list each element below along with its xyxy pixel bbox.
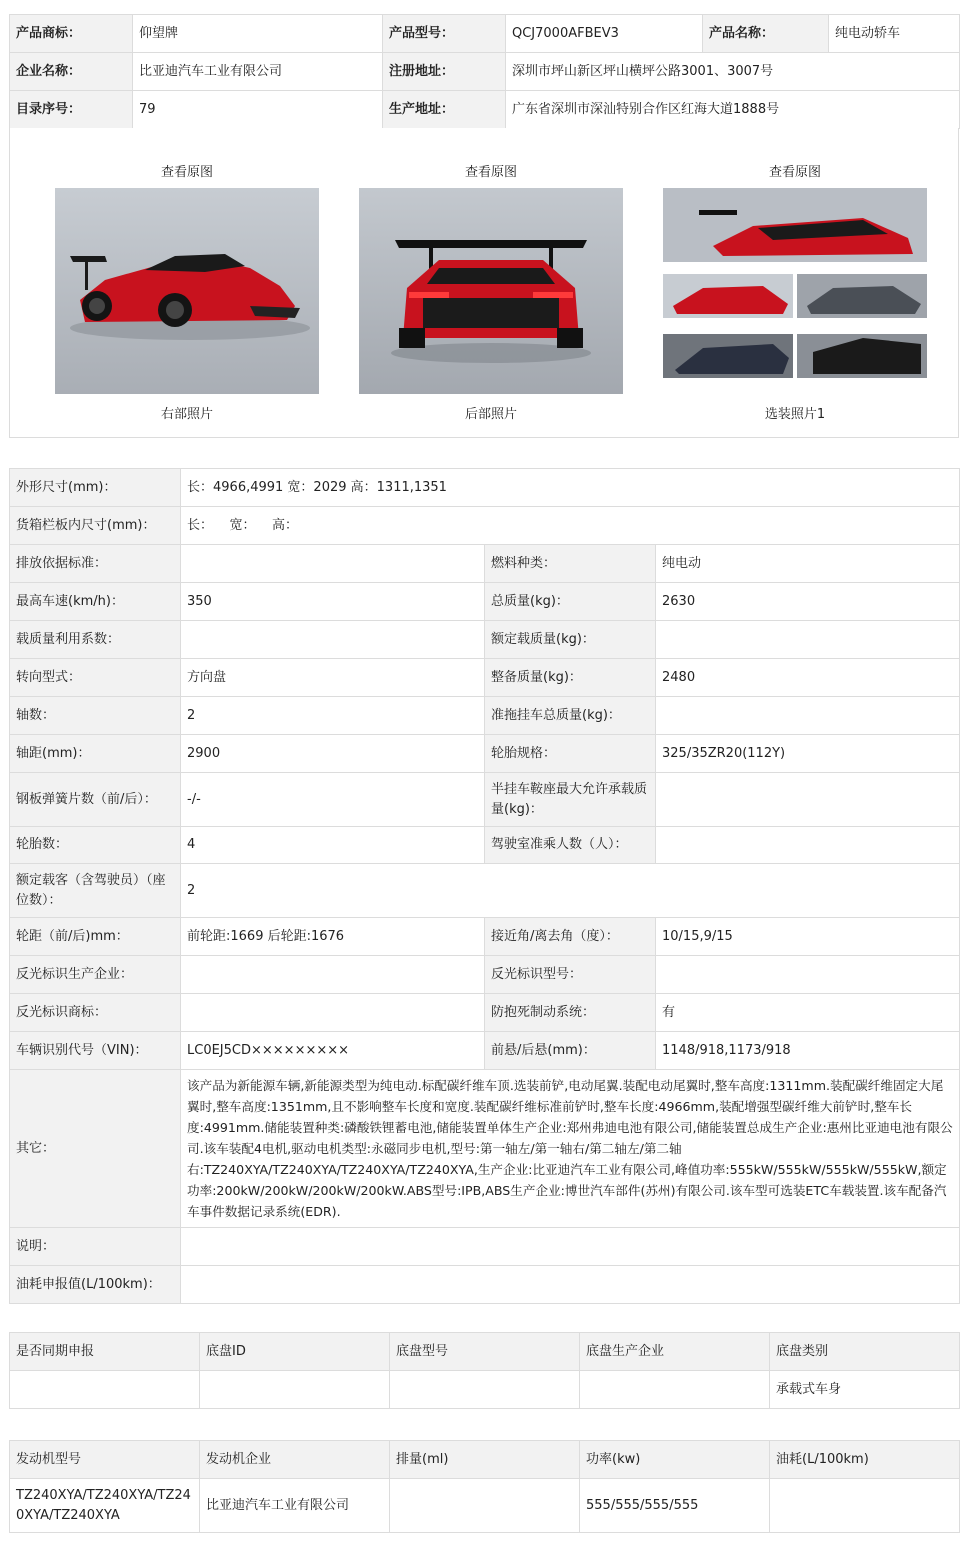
photo-caption: 后部照片 [464,407,517,422]
photo-caption: 选装照片1 [764,407,826,422]
table-row [10,827,960,864]
fuel-consumption-value [181,1266,960,1304]
reflector-maker-value [181,956,485,994]
trailer-value [656,697,960,735]
fuel-value: 纯电动 [656,545,960,583]
emission-label: 排放依据标准： [10,545,181,583]
company-label: 企业名称： [10,53,133,91]
curb-value: 2480 [656,659,960,697]
emission-value [181,545,485,583]
angle-value: 10/15,9/15 [656,918,960,956]
reflector-brand-value [181,994,485,1032]
table-cell: 比亚迪汽车工业有限公司 [200,1479,390,1533]
table-row [10,697,960,735]
tires-value: 4 [181,827,485,864]
reflector-model-label: 反光标识型号： [485,956,656,994]
table-header-row [10,1333,960,1371]
table-cell: 555/555/555/555 [580,1479,770,1533]
production-address-label: 生产地址： [383,91,506,129]
reflector-maker-label: 反光标识生产企业： [10,956,181,994]
other-value: 该产品为新能源车辆,新能源类型为纯电动.标配碳纤维车顶.选装前铲,电动尾翼.装配电动尾翼时,整车高度:1311mm.装配碳纤维固定大尾翼时,整车高度:1351mm,且不影响整车长度和宽度.装配碳纤维标准前铲时,整车长度:4966mm,装配增强型碳纤维大前铲时,整车长度:4991mm.储能装置种类:磷酸铁锂蓄电池,储能装置单体生产企业:郑州弗迪电池有限公司,储能装置总成生产企业:惠州比亚迪电池有限公司.该车装配4电机,驱动电机类型:永磁同步电机,型号:第一轴左/第一轴右/第二轴左/第二轴右:TZ240XYA/TZ240XYA/TZ240XYA/TZ240XYA,生产企业:比亚迪汽车工业有限公司,峰值功率:555kW/555kW/555kW/555kW,额定功率:200kW/200kW/200kW/200kW.ABS型号:IPB,ABS生产企业:博世汽车部件(苏州)有限公司.该车型可选装ETC车载装置.该车配备汽车事件数据记录系统(EDR). [181,1070,960,1228]
table-row [10,545,960,583]
spring-value: -/- [181,773,485,827]
view-original-link[interactable]: 查看原图 [160,165,213,180]
view-original-link[interactable]: 查看原图 [768,165,821,180]
table-cell [580,1371,770,1409]
semi-label: 半挂车鞍座最大允许承载质量(kg)： [485,773,656,827]
load-coef-label: 载质量利用系数： [10,621,181,659]
option-collage-photo[interactable] [663,188,927,394]
column-header: 底盘生产企业 [580,1333,770,1371]
steering-value: 方向盘 [181,659,485,697]
model-label: 产品型号： [383,15,506,53]
fuel-consumption-label: 油耗申报值(L/100km)： [10,1266,181,1304]
steering-label: 转向型式： [10,659,181,697]
column-header: 排量(ml) [390,1441,580,1479]
axles-label: 轴数： [10,697,181,735]
table-row [10,994,960,1032]
catalog-value: 79 [133,91,383,129]
table-row [10,507,960,545]
car-side-photo[interactable] [55,188,319,394]
wheelbase-value: 2900 [181,735,485,773]
table-row [10,1228,960,1266]
cargo-label: 货箱栏板内尺寸(mm)： [10,507,181,545]
table-cell [200,1371,390,1409]
column-header: 功率(kw) [580,1441,770,1479]
product-name-label: 产品名称： [703,15,829,53]
table-cell [770,1479,960,1533]
abs-value: 有 [656,994,960,1032]
table-cell: 承载式车身 [770,1371,960,1409]
table-row [10,469,960,507]
table-row [10,1032,960,1070]
wheelbase-label: 轴距(mm)： [10,735,181,773]
overhang-value: 1148/918,1173/918 [656,1032,960,1070]
table-row [10,659,960,697]
table-row [10,956,960,994]
angle-label: 接近角/离去角（度）： [485,918,656,956]
column-header: 底盘ID [200,1333,390,1371]
axles-value: 2 [181,697,485,735]
speed-value: 350 [181,583,485,621]
photo-right [55,164,319,424]
table-header-row [10,1441,960,1479]
model-value: QCJ7000AFBEV3 [506,15,703,53]
speed-label: 最高车速(km/h)： [10,583,181,621]
spring-label: 钢板弹簧片数（前/后）： [10,773,181,827]
abs-label: 防抱死制动系统： [485,994,656,1032]
column-header: 发动机型号 [10,1441,200,1479]
table-cell: TZ240XYA/TZ240XYA/TZ240XYA/TZ240XYA [10,1479,200,1533]
table-row [10,15,960,53]
table-row [10,918,960,956]
tire-spec-label: 轮胎规格： [485,735,656,773]
other-label: 其它： [10,1070,181,1228]
column-header: 发动机企业 [200,1441,390,1479]
photo-panel [9,128,959,438]
cab-value [656,827,960,864]
table-cell [390,1371,580,1409]
table-row [10,1479,960,1533]
dims-value: 长：4966,4991 宽：2029 高：1311,1351 [181,469,960,507]
brand-value: 仰望牌 [133,15,383,53]
track-value: 前轮距:1669 后轮距:1676 [181,918,485,956]
note-value [181,1228,960,1266]
seats-label: 额定载客（含驾驶员）（座位数）： [10,864,181,918]
column-header: 油耗(L/100km) [770,1441,960,1479]
table-row [10,1266,960,1304]
table-row [10,621,960,659]
dims-label: 外形尺寸(mm)： [10,469,181,507]
table-row [10,864,960,918]
tires-label: 轮胎数： [10,827,181,864]
cab-label: 驾驶室准乘人数（人）： [485,827,656,864]
table-cell [10,1371,200,1409]
rated-load-label: 额定载质量(kg)： [485,621,656,659]
photo-rear [359,164,623,424]
table-row [10,91,960,129]
reflector-model-value [656,956,960,994]
overhang-label: 前悬/后悬(mm)： [485,1032,656,1070]
chassis-table [9,1332,960,1409]
column-header: 底盘类别 [770,1333,960,1371]
vin-value: LC0EJ5CD××××××××× [181,1032,485,1070]
car-rear-photo[interactable] [359,188,623,394]
load-coef-value [181,621,485,659]
photo-options [663,164,927,424]
rated-load-value [656,621,960,659]
company-value: 比亚迪汽车工业有限公司 [133,53,383,91]
vin-label: 车辆识别代号（VIN)： [10,1032,181,1070]
product-name-value: 纯电动轿车 [829,15,960,53]
gross-value: 2630 [656,583,960,621]
reg-address-label: 注册地址： [383,53,506,91]
cargo-value: 长： 宽： 高： [181,507,960,545]
spec-table [9,468,960,1304]
seats-value: 2 [181,864,960,918]
engine-table [9,1440,960,1533]
table-row [10,773,960,827]
table-row [10,53,960,91]
catalog-label: 目录序号： [10,91,133,129]
note-label: 说明： [10,1228,181,1266]
tire-spec-value: 325/35ZR20(112Y) [656,735,960,773]
trailer-label: 准拖挂车总质量(kg)： [485,697,656,735]
table-row [10,1371,960,1409]
table-row [10,1070,960,1228]
reg-address-value: 深圳市坪山新区坪山横坪公路3001、3007号 [506,53,960,91]
brand-label: 产品商标： [10,15,133,53]
photo-caption: 右部照片 [160,407,213,422]
view-original-link[interactable]: 查看原图 [464,165,517,180]
product-header-table [9,14,960,129]
table-row [10,735,960,773]
fuel-label: 燃料种类： [485,545,656,583]
reflector-brand-label: 反光标识商标： [10,994,181,1032]
column-header: 底盘型号 [390,1333,580,1371]
curb-label: 整备质量(kg)： [485,659,656,697]
column-header: 是否同期申报 [10,1333,200,1371]
track-label: 轮距（前/后)mm： [10,918,181,956]
production-address-value: 广东省深圳市深汕特别合作区红海大道1888号 [506,91,960,129]
table-cell [390,1479,580,1533]
gross-label: 总质量(kg)： [485,583,656,621]
table-row [10,583,960,621]
semi-value [656,773,960,827]
